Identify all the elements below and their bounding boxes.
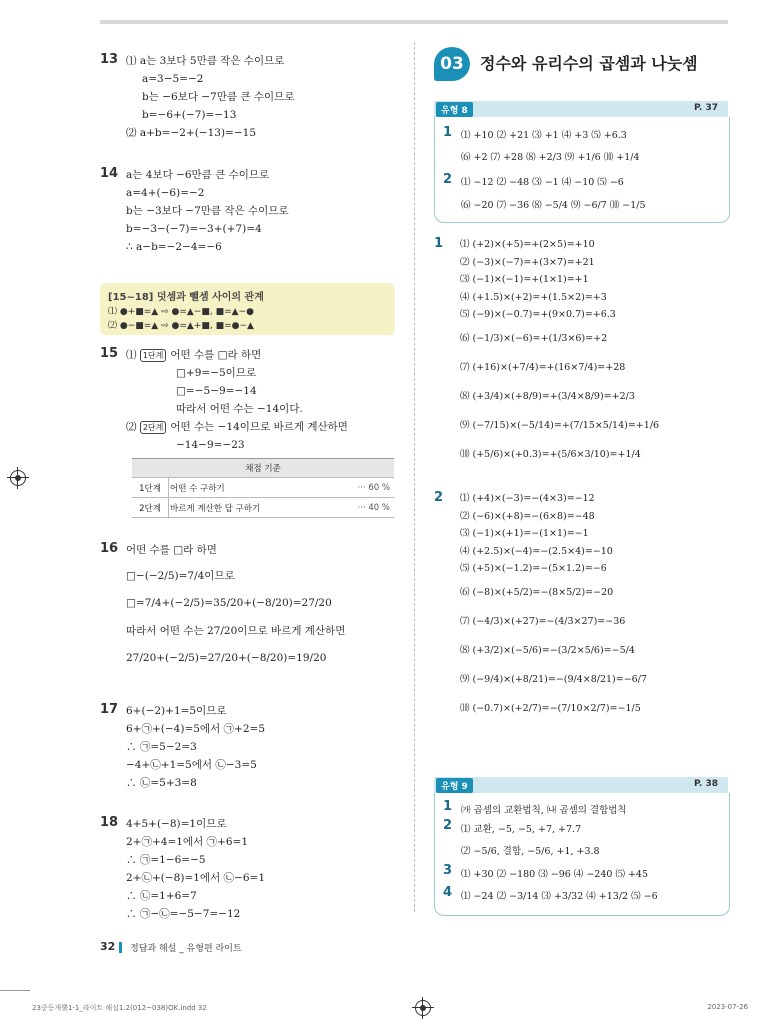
type-8-bar	[434, 101, 728, 117]
problem-number: 16	[100, 541, 119, 556]
print-date: 2023-07-26	[707, 1003, 748, 1011]
tip-title: [15~18] 덧셈과 뺄셈 사이의 관계	[108, 292, 264, 303]
page-ref: P. 37	[693, 103, 718, 113]
page-ref: P. 38	[693, 779, 718, 789]
type-label: 유형 8	[436, 102, 473, 117]
crop-mark	[0, 990, 30, 991]
running-footer: 정답과 해설 _ 유형편 라이트	[130, 944, 242, 954]
tip-box: [15~18] 덧셈과 뺄셈 사이의 관계 ⑴ ●+■=▲ ⇨ ●=▲−■, ■=▲−● ⑵ ●−■=▲ ⇨ ●=▲+■, ■=●−▲	[100, 283, 395, 335]
problem-number: 18	[100, 815, 119, 830]
section-number-icon: 03	[434, 47, 470, 81]
problem-number: 15	[100, 346, 119, 361]
type-9-bar	[434, 777, 728, 793]
type-8-answer-box: 1 ⑴ +10 ⑵ +21 ⑶ +1 ⑷ +3 ⑸ +6.3 ⑹ +2 ⑺ +28 ⑻ +2/3 ⑼ +1/6 ⑽ +1/4 2 ⑴ −12 ⑵ −48 ⑶ −1 ⑷ −10 ⑸ −6 ⑹ −20 ⑺ −36 ⑻ −5/4 ⑼ −6/7 ⑽ −1/5	[434, 117, 730, 223]
registration-mark-icon	[415, 1000, 431, 1016]
problem-number: 14	[100, 166, 119, 181]
page-number: 32	[100, 940, 126, 953]
problem-number: 13	[100, 52, 119, 67]
step-badge: 1단계	[140, 349, 167, 362]
step-badge: 2단계	[140, 421, 167, 434]
table-row: 2단계 바르게 계산한 답 구하기 ··· 40 %	[132, 498, 394, 518]
type-9-answer-box: 1 ㈎ 곱셈의 교환법칙, ㈏ 곱셈의 결합법칙 2 ⑴ 교환, −5, −5, +7, +7.7 ⑵ −5/6, 결합, −5/6, +1, +3.8 3 ⑴ +30 ⑵ −180 ⑶ −96 ⑷ −240 ⑸ +45 4 ⑴ −24 ⑵ −3/14 ⑶ +3/32 ⑷ +13/2 ⑸ −6	[434, 793, 730, 916]
type-label: 유형 9	[436, 778, 473, 793]
scoring-table: 채점 기준 1단계 어떤 수 구하기 ··· 60 % 2단계 바르게 계산한 답 구하기 ··· 40 %	[132, 458, 394, 518]
table-row: 1단계 어떤 수 구하기 ··· 60 %	[132, 478, 394, 498]
print-file-info: 23중등개뿔1-1_라이트 해설1.2(012~038)OK.indd 32	[32, 1004, 207, 1012]
top-rule	[100, 20, 728, 24]
problem-number: 17	[100, 702, 119, 717]
registration-mark-icon	[10, 470, 26, 486]
section-title: 정수와 유리수의 곱셈과 나눗셈	[480, 54, 698, 73]
